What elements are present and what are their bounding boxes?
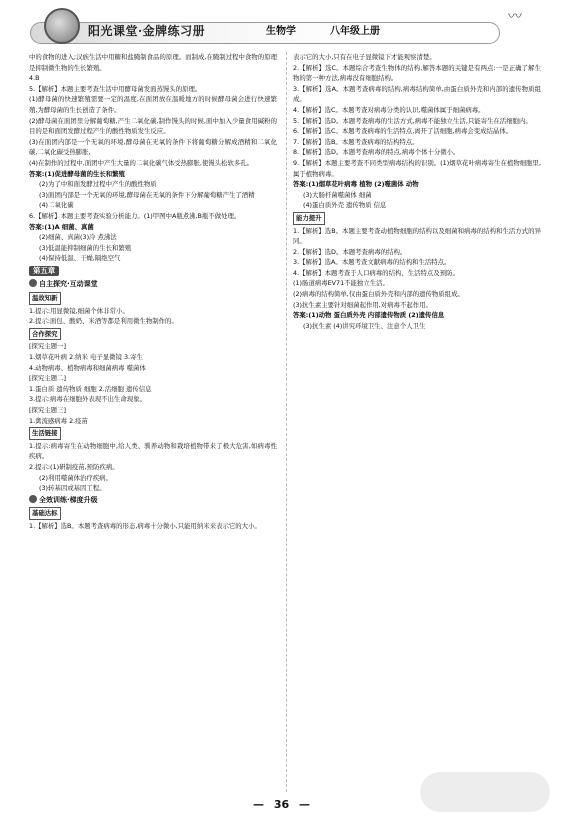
text-line: 3.【解析】选A。本题考查文献病毒的结构和生活特点。 — [293, 258, 451, 267]
text-line: 4.【解析】选C。本题考查对病毒分类的认识,噬菌体属于细菌病毒。 — [293, 105, 485, 114]
book-title: 阳光课堂·金牌练习册 — [88, 24, 206, 38]
subsection-tag: 合作探究 — [29, 328, 61, 341]
section-heading — [29, 495, 277, 506]
text-line: (3)抗生素主要针对细菌起作用,对病毒不起作用。 — [293, 300, 432, 309]
subsection-tag: 能力提升 — [293, 212, 325, 225]
text-line: 中的食物的进入;汉族生活中用糖和盐腌制食品的原理。而制成,在腌制过程中食物的原理是抑制微生物的生长繁殖。 — [29, 53, 277, 72]
text-line: 6.【解析】选C。本题考查病毒的生活特点,离开了活细胞,病毒会变成结晶体。 — [293, 127, 513, 136]
subsection-tag: 基础达标 — [29, 507, 61, 520]
chapter-heading: 第五章 — [29, 266, 59, 277]
text-line: 3.提示:病毒在细胞外表现不出生命现象。 — [29, 395, 146, 404]
text-line: 9.【解析】本题主要考查不同类型病毒结构的识别。(1)烟草花叶病毒寄生在植物细胞里,属于植物病毒。 — [293, 158, 541, 178]
text-line: 1.【解析】选B。本题考查病毒的形态,病毒十分微小,只能用纳米来表示它的大小。 — [29, 521, 261, 530]
answer-line: (3)大肠杆菌噬菌体 细菌 — [303, 190, 372, 199]
answer-line: 答案:(1)A 细菌、真菌 — [29, 222, 94, 231]
text-line: 8.【解析】选D。本题考查病毒的特点,病毒个体十分微小。 — [293, 148, 460, 157]
text-line: 1.烟草花叶病 2.纳米 电子显微镜 3.寄生 — [29, 353, 143, 362]
text-line: 2.【解析】选D。本题考查病毒的结构。 — [293, 247, 407, 256]
text-line: 2.【解析】选C。本题综合考查生物体的结构,解答本题的关键是有两点:一是正确了解生物的第一种方法,病毒没有细胞结构。 — [293, 63, 541, 83]
answer-line: 答案:(1)动物 蛋白质外壳 内部遗传物质 (2)遗传信息 — [293, 311, 445, 320]
text-line: 5.【解析】本题主要考查生活中用酵母菌发面蒸馒头的原理。 — [29, 84, 202, 93]
text-line: (3)在面团内部是一个无氧的环境,酵母菌在无氧的条件下将葡萄糖分解成酒精和二氧化碳,二氧化碳受热膨胀, — [29, 137, 277, 157]
answer-line: (4)蛋白质外壳 遗传物质 信息 — [303, 201, 387, 210]
text-line: 2.提示:(1)研制疫苗,预防疾病。 — [29, 462, 119, 471]
bullet-icon — [29, 279, 37, 287]
page-number: — 36 — — [253, 798, 310, 811]
text-line: (4)在制作的过程中,面团中产生大量的二氧化碳气体受热膨胀,使馒头松软多孔。 — [29, 158, 254, 167]
answer-line: (3)抗生素 (4)讲究环境卫生、注意个人卫生 — [303, 321, 426, 330]
text-line: 7.【解析】选B。本题考查病毒的结构特点。 — [293, 137, 419, 146]
answer-line: (4)保持低温、干燥,隔绝空气 — [39, 254, 121, 263]
section-label: 自主探究·互动课堂 — [39, 280, 98, 289]
answer-line: (4)二氧化碳 — [39, 201, 74, 210]
right-column — [293, 52, 541, 331]
text-line: 1.提示:病毒寄生在动物细胞中,给人类、驯养动物和栽培植物带来了极大危害,如病毒性疾病。 — [29, 441, 277, 461]
subsection-tag: 生活链接 — [29, 427, 61, 440]
column-divider — [286, 52, 287, 792]
page-header — [30, 8, 540, 46]
text-line: 1.提示:用显微镜,细菌个体非常小。 — [29, 306, 129, 315]
text-line: (2)病毒的结构简单,仅由蛋白质外壳和内部的遗传物质组成。 — [293, 290, 464, 299]
page-number-value: 36 — [273, 798, 290, 811]
text-line: 1.蛋白质 遗传物质 细胞 2.活细胞 遗传信息 — [29, 384, 152, 393]
text-line: 4.动物病毒、植物病毒和细菌病毒 噬菌体 — [29, 363, 146, 372]
text-line: 6.【解析】本题主要考查实验分析能力。(1)甲图中A瓶煮沸,B瓶不做处理。 — [29, 211, 241, 220]
answer-line: (2)细菌、真菌(3)冷 煮沸法 — [39, 233, 117, 242]
text-line: (1)肠道病毒EV71不能独立生活。 — [293, 279, 389, 288]
text-line: (2)利用噬菌体治疗疾病。 — [39, 473, 112, 482]
left-column — [29, 52, 277, 532]
text-line: 4.B — [29, 74, 40, 83]
bird-icon: 〰 — [508, 9, 522, 25]
text-line: (3)转基因或基因工程。 — [39, 484, 106, 493]
bullet-icon — [29, 495, 37, 503]
text-line: (1)酵母菌的快速繁殖需要一定的温度,在面团放在温暖地方的时候酵母菌会进行快速繁殖,为酵母菌的生长创造了条件。 — [29, 95, 277, 114]
text-line: 5.【解析】选D。本题考查病毒的生活方式,病毒不能独立生活,只能寄生在活细胞内。 — [293, 116, 532, 125]
answer-line: 答案:(1)促进酵母菌的生长和繁殖 — [29, 169, 125, 178]
answer-line: (3)低温能抑制细菌的生长和繁殖 — [39, 243, 132, 252]
section-heading — [29, 279, 277, 290]
text-line: 表示它的大小,只有在电子显微镜下才能观察清楚。 — [293, 53, 436, 61]
text-line: 3.【解析】选A。本题考查病毒的结构,病毒结构简单,由蛋白质外壳和内部的遗传物质组成。 — [293, 84, 541, 104]
text-line: 2.提示:面包、酸奶、米酒等都是利用微生物制作的。 — [29, 317, 178, 326]
text-line: 1.禽流感病毒 2.疫苗 — [29, 416, 88, 425]
text-line: 1.【解析】选B。本题主要考查动植物细胞的结构以及细菌和病毒的结构和生活方式的异同。 — [293, 226, 541, 246]
text-line: (2)酵母菌在面团里分解葡萄糖,产生二氧化碳,制作馒头的时候,面中加入少量食用碱粉的目的是和面团发酵过程产生的酸性物质发生反应。 — [29, 116, 277, 136]
text-line: [探究主题三] — [29, 406, 66, 414]
subject-label: 生物学 — [266, 26, 296, 37]
text-line: [探究主题二] — [29, 374, 66, 383]
answer-line: (3)面团内部是一个无氧的环境,酵母菌在无氧的条件下分解葡萄糖产生了酒精 — [39, 190, 255, 199]
section-label: 全效训练·梯度升级 — [39, 495, 98, 504]
grade-label: 八年级上册 — [330, 26, 380, 37]
answer-line: (2)为了中和面发酵过程中产生的酸性物质 — [39, 180, 157, 189]
sun-logo-icon — [44, 8, 80, 44]
text-line: [探究主题一] — [29, 342, 66, 351]
text-line: 4.【解析】本题考查于人口病毒的结构、生活特点及预防。 — [293, 268, 459, 277]
subsection-tag: 温故知新 — [29, 292, 61, 305]
answer-line: 答案:(1)烟草花叶病毒 植物 (2)噬菌体 动物 — [293, 180, 419, 189]
